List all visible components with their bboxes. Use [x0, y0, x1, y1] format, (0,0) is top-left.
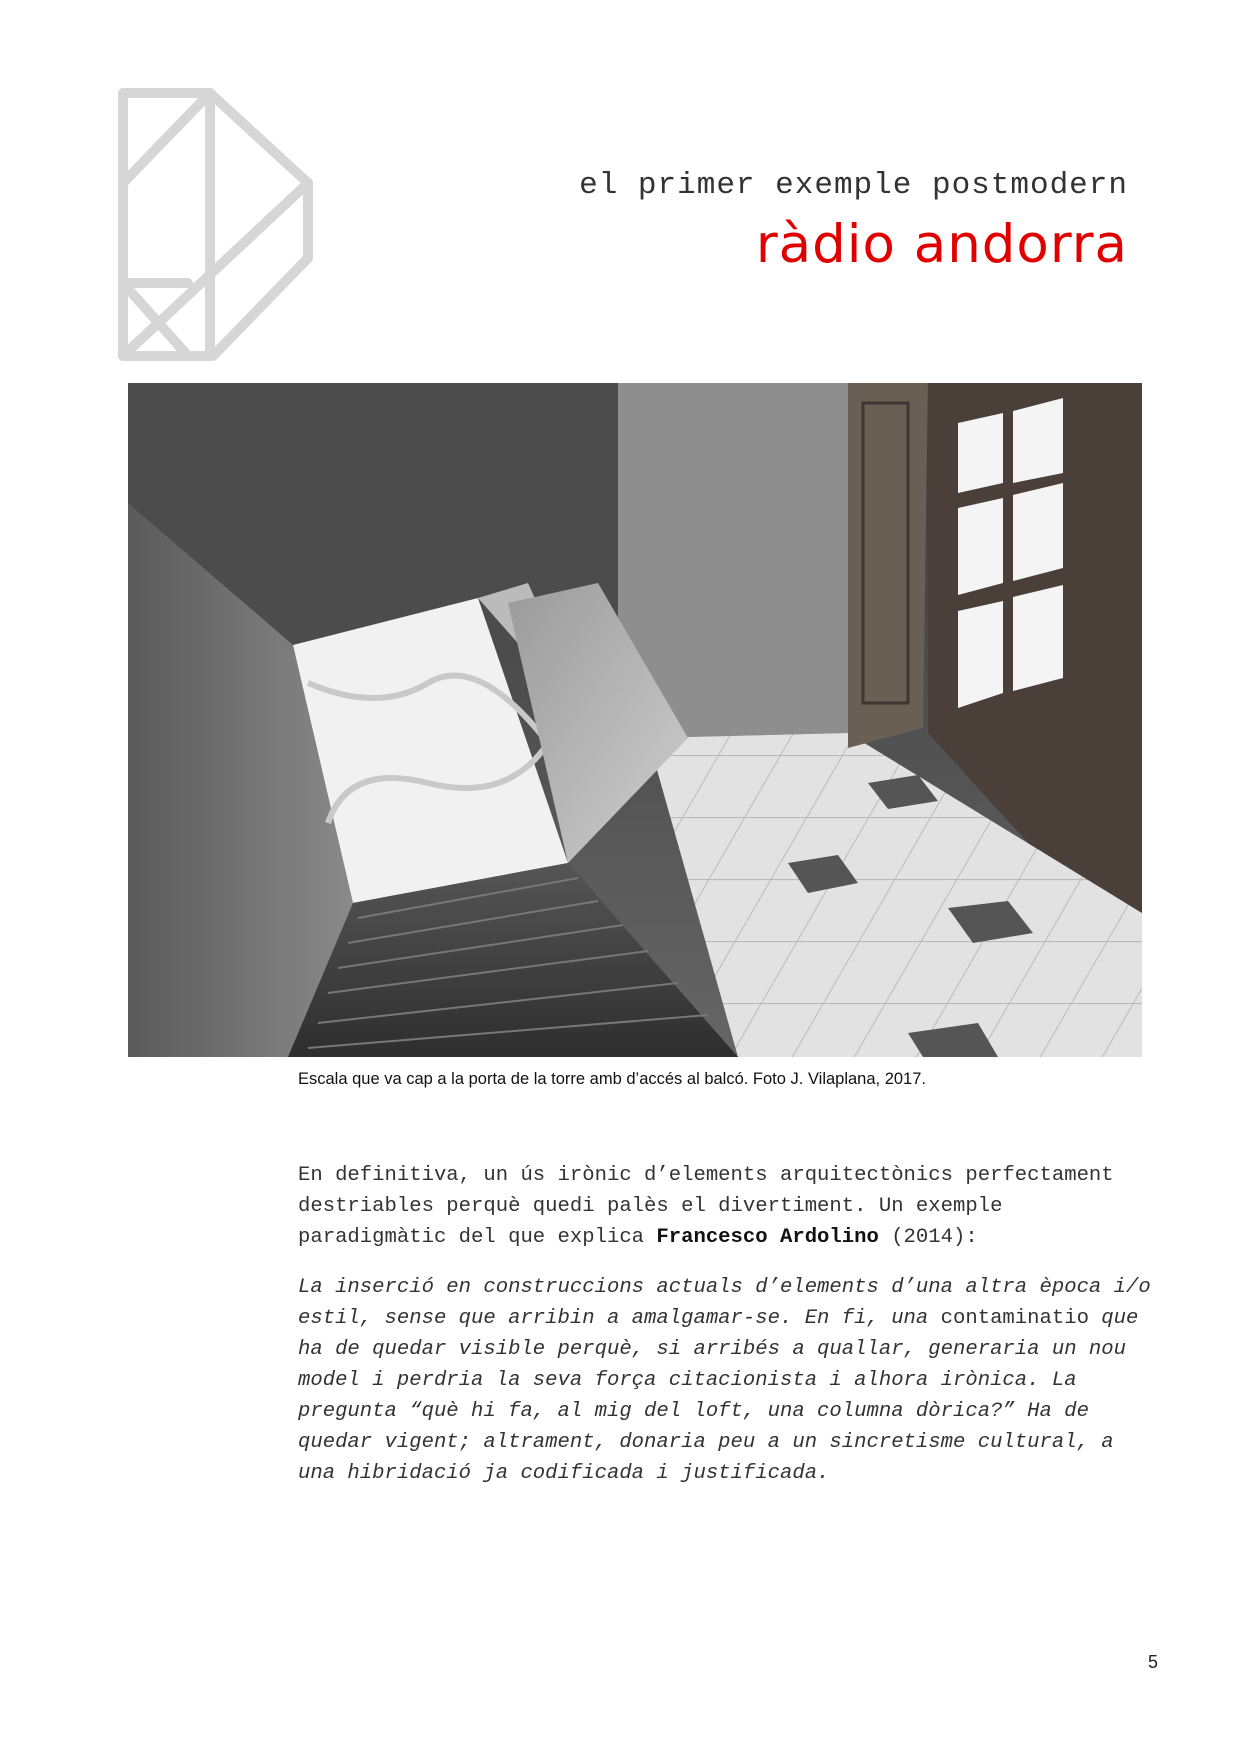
photo-caption: Escala que va cap a la porta de la torre amb d’accés al balcó. Foto J. Vilaplana, 2017. [298, 1070, 926, 1088]
quote-part-2: que ha de quedar visible perquè, si arribés a quallar, generaria un nou model i perdria la seva força citacionista i alhora irònica. La pregunta “què hi fa, al mig del loft, una columna dòrica?” Ha de quedar vigent; altrament, donaria peu a un sincretisme cultural, a una hibridació ja codificada i justificada. [298, 1307, 1139, 1485]
author-name: Francesco Ardolino [656, 1226, 879, 1249]
geometric-d-logo-icon [118, 88, 318, 368]
body-text-before: En definitiva, un ús irònic d’elements arquitectònics perfectament destriables perquè quedi palès el divertiment. Un exemple paradigmàtic del que explica [298, 1164, 1114, 1249]
page-subtitle: el primer exemple postmodern [579, 168, 1128, 203]
page-title: ràdio andorra [755, 214, 1128, 275]
page-number: 5 [1148, 1652, 1159, 1672]
staircase-photo [128, 383, 1142, 1057]
quote-part-1: La inserció en construccions actuals d’elements d’una altra època i/o estil, sense que arribin a amalgamar-se. En fi, una [298, 1276, 1151, 1330]
body-paragraph [298, 1160, 1158, 1253]
body-text-after: (2014): [878, 1226, 978, 1249]
quote-latin-term: contaminatio [940, 1307, 1089, 1330]
block-quote [298, 1272, 1158, 1489]
